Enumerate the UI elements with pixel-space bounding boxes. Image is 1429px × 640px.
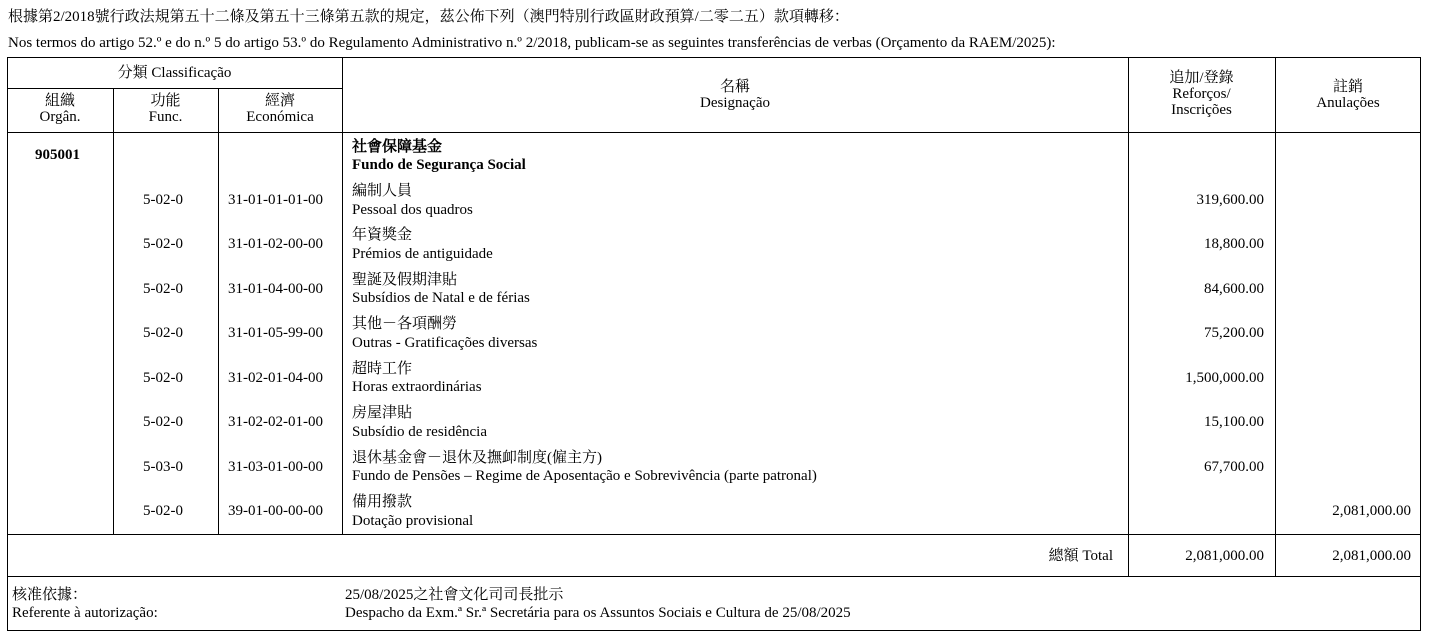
divider-desig-reforcos <box>1128 57 1129 577</box>
row-designation-zh: 年資獎金 <box>352 227 413 243</box>
row-designation-zh: 編制人員 <box>352 183 413 199</box>
row-designation-zh: 聖誕及假期津貼 <box>352 272 458 288</box>
entity-code: 905001 <box>35 147 80 163</box>
authorization-value-pt: Despacho da Exm.ª Sr.ª Secretária para os Assuntos Sociais e Cultura de 25/08/2025 <box>345 605 851 621</box>
row-designation-pt: Dotação provisional <box>352 513 474 529</box>
header-reforcos-pt2: Inscrições <box>1171 102 1232 118</box>
total-reforcos: 2,081,000.00 <box>1185 548 1264 564</box>
header-anulacoes-zh: 註銷 <box>1332 79 1363 95</box>
divider-classification-desig <box>342 57 343 534</box>
row-econ: 31-03-01-00-00 <box>228 459 323 475</box>
row-func: 5-02-0 <box>143 281 183 297</box>
divider-body-total <box>7 534 1421 535</box>
row-designation-zh: 其他－各項酬勞 <box>352 316 458 332</box>
total-anulacoes: 2,081,000.00 <box>1332 548 1411 564</box>
header-func-zh: 功能 <box>150 93 181 109</box>
row-designation-zh: 房屋津貼 <box>352 405 413 421</box>
header-reforcos-pt1: Reforços/ <box>1172 86 1231 102</box>
row-func: 5-02-0 <box>143 236 183 252</box>
header-classification: 分類 Classificação <box>117 65 232 81</box>
divider-header-body <box>7 132 1421 133</box>
header-designation <box>342 79 1128 111</box>
row-reforco: 84,600.00 <box>1204 281 1264 297</box>
divider-func-econ <box>218 88 219 534</box>
row-reforco: 1,500,000.00 <box>1185 370 1264 386</box>
authorization-value-zh: 25/08/2025之社會文化司司長批示 <box>345 587 564 603</box>
divider-classification-sub <box>7 88 342 89</box>
intro-portuguese: Nos termos do artigo 52.º e do n.º 5 do artigo 53.º do Regulamento Administrativo n.º 2/2018, publicam-se as seguintes transferências de verbas (Orçamento da RAEM/2025): <box>8 35 1056 51</box>
row-designation-pt: Subsídio de residência <box>352 424 487 440</box>
row-reforco: 15,100.00 <box>1204 414 1264 430</box>
transfer-table <box>7 57 1421 577</box>
row-func: 5-02-0 <box>143 370 183 386</box>
row-func: 5-02-0 <box>143 325 183 341</box>
row-econ: 31-01-04-00-00 <box>228 281 323 297</box>
row-anulacao: 2,081,000.00 <box>1332 503 1411 519</box>
row-reforco: 18,800.00 <box>1204 236 1264 252</box>
intro-chinese: 根據第2/2018號行政法規第五十二條及第五十三條第五款的規定，茲公佈下列（澳門特別行政區財政預算/二零二五）款項轉移： <box>8 9 849 25</box>
row-designation-zh: 備用撥款 <box>352 494 413 510</box>
row-reforco: 75,200.00 <box>1204 325 1264 341</box>
row-reforco: 319,600.00 <box>1196 192 1264 208</box>
header-organ <box>7 93 113 125</box>
row-designation-pt: Prémios de antiguidade <box>352 246 493 262</box>
divider-reforcos-anulacoes <box>1275 57 1276 577</box>
row-func: 5-02-0 <box>143 503 183 519</box>
row-designation-pt: Horas extraordinárias <box>352 379 482 395</box>
row-econ: 31-02-02-01-00 <box>228 414 323 430</box>
row-designation-pt: Pessoal dos quadros <box>352 202 473 218</box>
entity-name-pt: Fundo de Segurança Social <box>352 157 526 173</box>
row-econ: 39-01-00-00-00 <box>228 503 323 519</box>
header-econ <box>218 93 342 125</box>
header-designation-zh: 名稱 <box>719 79 750 95</box>
header-organ-pt: Orgân. <box>39 109 81 125</box>
header-designation-pt: Designação <box>700 95 770 111</box>
header-econ-pt: Económica <box>246 109 314 125</box>
row-func: 5-02-0 <box>143 192 183 208</box>
row-reforco: 67,700.00 <box>1204 459 1264 475</box>
total-label: 總額 Total <box>1048 548 1113 564</box>
header-func <box>113 93 218 125</box>
row-designation-pt: Fundo de Pensões – Regime de Aposentação e Sobrevivência (parte patronal) <box>352 468 817 484</box>
row-econ: 31-01-01-01-00 <box>228 192 323 208</box>
row-designation-pt: Subsídios de Natal e de férias <box>352 290 530 306</box>
header-reforcos-zh: 追加/登錄 <box>1169 70 1234 86</box>
row-func: 5-03-0 <box>143 459 183 475</box>
row-designation-zh: 超時工作 <box>352 361 413 377</box>
header-func-pt: Func. <box>148 109 183 125</box>
divider-organ-func <box>113 88 114 534</box>
row-econ: 31-01-05-99-00 <box>228 325 323 341</box>
row-designation-pt: Outras - Gratificações diversas <box>352 335 538 351</box>
header-organ-zh: 組織 <box>44 93 75 109</box>
header-reforcos <box>1128 70 1275 118</box>
entity-name-zh: 社會保障基金 <box>352 139 443 155</box>
row-econ: 31-02-01-04-00 <box>228 370 323 386</box>
authorization-box <box>7 576 1421 631</box>
header-anulacoes-pt: Anulações <box>1316 95 1380 111</box>
row-econ: 31-01-02-00-00 <box>228 236 323 252</box>
header-anulacoes <box>1275 79 1421 111</box>
row-designation-zh: 退休基金會－退休及撫卹制度(僱主方) <box>352 450 602 466</box>
header-econ-zh: 經濟 <box>264 93 295 109</box>
authorization-label-zh: 核准依據： <box>12 587 88 603</box>
row-func: 5-02-0 <box>143 414 183 430</box>
authorization-label-pt: Referente à autorização: <box>12 605 158 621</box>
